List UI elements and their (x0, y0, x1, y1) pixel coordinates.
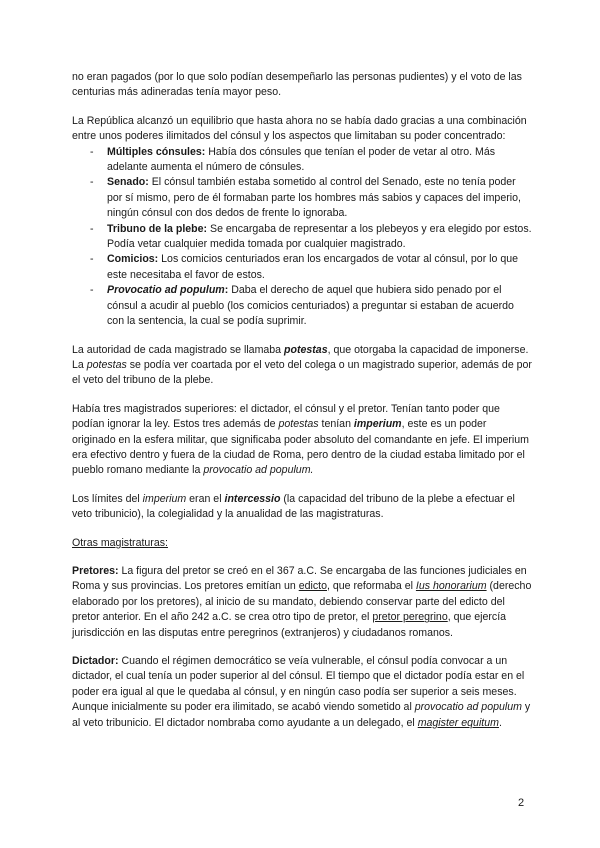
page-number: 2 (518, 797, 525, 809)
list-item (72, 252, 532, 283)
term-potestas-italic: potestas (86, 358, 127, 371)
term-ius-honorarium: Ius honorarium (415, 580, 487, 593)
term-dictador: Dictador: (72, 655, 119, 667)
text-run: La figura del pretor se creó en el 367 a.C. Se encargaba de las funciones judiciales en Roma y sus provincias. Los pretores emitían un (72, 564, 527, 593)
superiores-paragraph (72, 402, 532, 479)
term-provocatio: provocatio ad populum (414, 701, 522, 714)
term-potestas-italic: potestas (278, 418, 319, 431)
heading-otras-magistraturas: Otras magistraturas: (72, 536, 168, 549)
bullet-text: Los comicios centuriados eran los encargados de votar al cónsul, por lo que este necesitaba el favor de estos. (107, 253, 519, 281)
term-intercessio: intercessio (224, 492, 281, 505)
text-run: , que ejercía jurisdicción en las disputas entre peregrinos (extranjeros) y ciudadanos romanos. (72, 611, 507, 639)
bullet-text: Daba el derecho de aquel que hubiera sido penado por el cónsul a acudir al pueblo (los comicios centuriados) a preguntar si estaban de acuerdo con la sentencia, la cual se podía suprimir. (107, 284, 514, 328)
text-run: eran el (186, 492, 225, 505)
text-run: . (498, 716, 502, 729)
text-run: Había tres magistrados superiores: el dictador, el cónsul y el pretor. Tenían tanto poder que podían ignorar la ley. Estos tres además de (72, 402, 500, 431)
list-item (72, 175, 532, 221)
list-item (72, 222, 532, 253)
bullet-dash: - (90, 222, 94, 235)
text-run: tenían (318, 418, 354, 431)
bullet-dash: - (90, 145, 94, 158)
term-pretor-peregrino: pretor peregrino (372, 611, 448, 624)
text-run: , este es un poder originado en la esfera militar, que significaba poder absoluto del comandante en jefe. El imperium era efectivo dentro y fuera de la ciudad de Roma, pero dentro de la ciudad estaba limitado por el pueblo romano mediante la (72, 418, 529, 477)
dictador-paragraph (72, 654, 532, 731)
list-item (72, 283, 532, 329)
bullet-term-colon: : (224, 284, 229, 297)
bullet-term: Comicios: (107, 253, 159, 266)
bullet-text: Se encargaba de representar a los plebeyos y era elegido por estos. Podía vetar cualquier medida tomada por cualquier magistrado. (107, 222, 532, 251)
bullet-dash: - (90, 176, 94, 189)
list-item (72, 145, 532, 176)
term-magister-equitum: magister equitum (417, 716, 499, 729)
text-run: , que otorgaba la capacidad de imponerse. La (72, 343, 529, 371)
bullet-text: Había dos cónsules que tenían el poder de vetar al otro. Más adelante aumenta el número de cónsules. (107, 145, 496, 174)
text-run: Los límites del (72, 492, 143, 505)
limits-list (72, 145, 532, 330)
bullet-term: Múltiples cónsules: (107, 145, 206, 158)
limites-paragraph (72, 492, 532, 523)
term-potestas: potestas (284, 343, 328, 356)
text-run: (derecho elaborado por los pretores), al inicio de su mandato, debiendo conservar parte del edicto del pretor anterior. En el año 242 a.C. se crea otro tipo de pretor, el (72, 580, 532, 624)
republica-text: La República alcanzó un equilibrio que hasta ahora no se había dado gracias a una combinación entre unos poderes ilimitados del cónsul y los aspectos que limitaban su poder concentrado: (72, 114, 527, 143)
text-run: La autoridad de cada magistrado se llamaba (72, 343, 285, 356)
intro-text: no eran pagados (por lo que solo podían desempeñarlo las personas pudientes) y el voto de las centurias más adineradas tenía mayor peso. (72, 71, 522, 99)
section-heading (72, 536, 532, 551)
bullet-text: El cónsul también estaba sometido al control del Senado, este no tenía poder por sí mismo, pero de él formaban parte los hombres más sabios y capaces del imperio, ningún cónsul con dos dedos de frente lo ignoraba. (107, 176, 521, 220)
autoridad-paragraph (72, 343, 532, 389)
bullet-term: Tribuno de la plebe: (107, 222, 208, 235)
text-run: Cuando el régimen democrático se veía vulnerable, el cónsul podía convocar a un dictador, el cual tenía un poder superior al del cónsul. El tiempo que el dictador podía estar en el poder era igual al que le quedaba al cónsul, y en ningún caso podía ser superior a seis meses. Aunque inicialmente su poder era ilimitado, se acabó viendo sometido al (72, 655, 525, 714)
bullet-dash: - (90, 284, 94, 297)
document-page (72, 70, 532, 731)
term-edicto: edicto (298, 580, 327, 593)
bullet-term: Senado: (107, 176, 149, 189)
text-run: (la capacidad del tribuno de la plebe a efectuar el veto tribunicio), la colegialidad y la anualidad de las magistraturas. (72, 492, 515, 521)
term-imperium: imperium (353, 418, 402, 431)
pretores-paragraph (72, 564, 532, 641)
intro-paragraph (72, 70, 532, 101)
text-run: y al veto tribunicio. El dictador nombraba como ayudante a un delegado, el (72, 701, 531, 729)
bullet-term: Provocatio ad populum (107, 284, 225, 297)
republica-paragraph (72, 114, 532, 145)
term-pretores: Pretores: (72, 564, 119, 577)
text-run: se podía ver coartada por el veto del colega o un magistrado superior, además de por el veto del tribuno de la plebe. (72, 358, 532, 387)
term-provocatio: provocatio ad populum. (203, 464, 314, 477)
text-run: , que reformaba el (326, 580, 416, 593)
bullet-dash: - (90, 253, 94, 266)
term-imperium-italic: imperium (142, 492, 187, 505)
